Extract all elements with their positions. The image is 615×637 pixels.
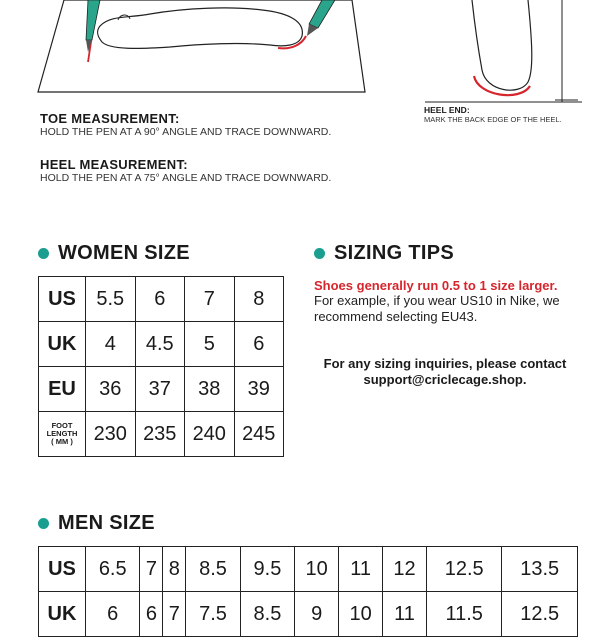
pen-left-icon	[86, 0, 100, 52]
heel-end-text: MARK THE BACK EDGE OF THE HEEL.	[424, 115, 562, 124]
table-row	[39, 367, 284, 412]
table-cell: 7	[185, 277, 235, 322]
heel-end-title: HEEL END:	[424, 105, 470, 115]
table-cell: 7	[163, 592, 186, 637]
foot-outline	[98, 8, 303, 48]
table-cell: 8	[234, 277, 284, 322]
table-cell: 37	[135, 367, 185, 412]
contact-email[interactable]: support@criclecage.shop.	[363, 372, 527, 387]
bullet-dot-icon	[38, 248, 49, 259]
table-cell: 5	[185, 322, 235, 367]
table-cell: 8.5	[240, 592, 294, 637]
table-cell: 6	[135, 277, 185, 322]
men-size-title: MEN SIZE	[58, 512, 155, 534]
contact-line-1: For any sizing inquiries, please contact	[323, 356, 567, 371]
table-cell: 6.5	[86, 547, 140, 592]
table-cell: 12.5	[426, 547, 501, 592]
table-cell: 10	[339, 592, 383, 637]
foot-label-line: FOOT	[51, 421, 73, 430]
foot-label-line: LENGTH	[46, 429, 78, 438]
table-cell: 8.5	[186, 547, 240, 592]
table-cell: 240	[185, 412, 235, 457]
table-cell: 235	[135, 412, 185, 457]
row-label: UK	[39, 592, 86, 637]
table-cell: 6	[86, 592, 140, 637]
row-label: US	[39, 277, 86, 322]
sizing-tip-highlight: Shoes generally run 0.5 to 1 size larger.	[314, 278, 558, 293]
table-row	[39, 412, 284, 457]
pen-right-icon	[307, 0, 335, 36]
table-cell: 38	[185, 367, 235, 412]
table-cell: 36	[86, 367, 136, 412]
table-cell: 12	[383, 547, 427, 592]
heel-measurement-title: HEEL MEASUREMENT:	[40, 157, 188, 172]
men-size-table	[38, 546, 578, 637]
table-cell: 4.5	[135, 322, 185, 367]
table-cell: 7	[140, 547, 163, 592]
table-cell: 11.5	[426, 592, 501, 637]
bullet-dot-icon	[38, 518, 49, 529]
table-cell: 12.5	[502, 592, 578, 637]
table-cell: 10	[295, 547, 339, 592]
table-cell: 11	[383, 592, 427, 637]
row-label: UK	[39, 322, 86, 367]
table-cell: 245	[234, 412, 284, 457]
table-row	[39, 592, 578, 637]
toe-measurement-text: HOLD THE PEN AT A 90° ANGLE AND TRACE DOWNWARD.	[40, 126, 332, 138]
women-size-table	[38, 276, 284, 457]
women-size-heading	[38, 242, 190, 265]
shoe-heel-outline	[472, 0, 532, 90]
sizing-tip-line-2: recommend selecting EU43.	[314, 309, 478, 324]
table-cell: 6	[140, 592, 163, 637]
sizing-tips-title: SIZING TIPS	[334, 242, 454, 264]
table-cell: 4	[86, 322, 136, 367]
row-label: US	[39, 547, 86, 592]
row-label-foot-length	[39, 412, 86, 457]
table-cell: 7.5	[186, 592, 240, 637]
women-size-title: WOMEN SIZE	[58, 242, 190, 264]
heel-measurement-text: HOLD THE PEN AT A 75° ANGLE AND TRACE DOWNWARD.	[40, 172, 332, 184]
table-cell: 5.5	[86, 277, 136, 322]
table-cell: 230	[86, 412, 136, 457]
table-cell: 9.5	[240, 547, 294, 592]
bullet-dot-icon	[314, 248, 325, 259]
table-cell: 39	[234, 367, 284, 412]
men-size-heading	[38, 512, 155, 535]
table-cell: 9	[295, 592, 339, 637]
table-cell: 13.5	[502, 547, 578, 592]
toe-measurement-title: TOE MEASUREMENT:	[40, 111, 180, 126]
foot-label-line: ( MM )	[51, 437, 73, 446]
sizing-tips-heading	[314, 242, 454, 265]
heel-end-mark	[474, 76, 530, 95]
table-cell: 6	[234, 322, 284, 367]
table-cell: 8	[163, 547, 186, 592]
table-row	[39, 547, 578, 592]
sizing-tip-line-1: For example, if you wear US10 in Nike, we	[314, 293, 560, 308]
table-row	[39, 277, 284, 322]
table-cell: 11	[339, 547, 383, 592]
foot-tracing-illustration	[0, 0, 615, 110]
table-row	[39, 322, 284, 367]
row-label: EU	[39, 367, 86, 412]
